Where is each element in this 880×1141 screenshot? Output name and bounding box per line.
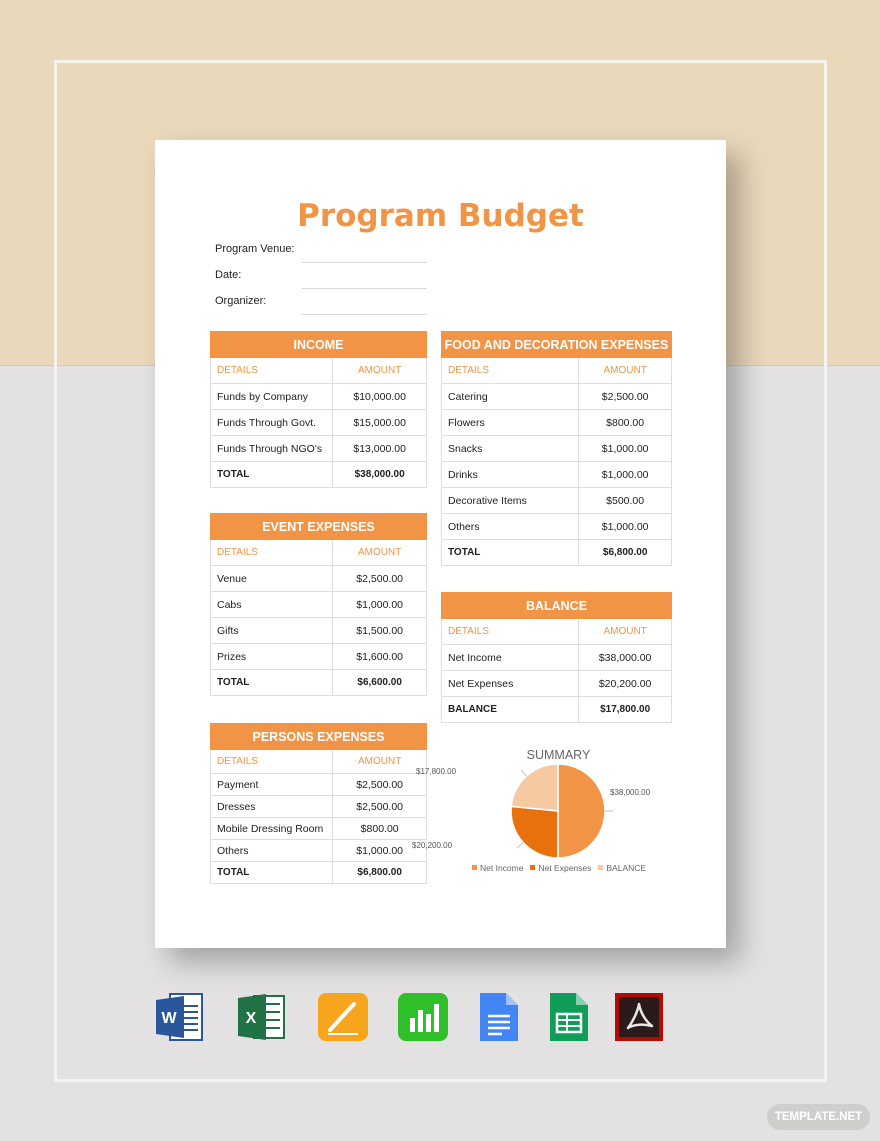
row-amount: $10,000.00 [333,384,427,410]
event-expenses-table [210,513,427,696]
legend-label: Net Expenses [538,863,592,873]
table-row [442,462,672,488]
row-detail: Snacks [442,436,579,462]
legend-item [472,863,523,873]
row-detail: Net Expenses [442,671,579,697]
acrobat-icon[interactable] [614,992,664,1042]
table-row [211,384,427,410]
row-detail: Flowers [442,410,579,436]
row-amount: $38,000.00 [579,645,672,671]
row-detail: Mobile Dressing Room [211,818,333,840]
table-row [442,410,672,436]
row-detail: Net Income [442,645,579,671]
table-row [442,384,672,410]
total-amount: $38,000.00 [333,462,427,488]
table-row [442,488,672,514]
row-amount: $800.00 [333,818,427,840]
row-detail: Dresses [211,796,333,818]
row-detail: Venue [211,566,333,592]
row-amount: $2,500.00 [333,566,427,592]
row-detail: Prizes [211,644,333,670]
date-field[interactable] [302,288,427,289]
row-amount: $500.00 [579,488,672,514]
legend-label: Net Income [480,863,524,873]
row-detail: Decorative Items [442,488,579,514]
details-column-header: DETAILS [211,750,333,774]
data-label: $38,000.00 [610,788,651,797]
organizer-label: Organizer: [215,295,267,307]
google-sheets-icon[interactable] [544,992,594,1042]
details-column-header: DETAILS [211,540,333,566]
row-detail: Funds Through NGO's [211,436,333,462]
amount-column-header: AMOUNT [333,750,427,774]
row-detail: Others [442,514,579,540]
amount-column-header: AMOUNT [333,358,427,384]
details-column-header: DETAILS [442,619,579,645]
template-net-watermark: TEMPLATE.NET [767,1104,870,1130]
table-row [211,592,427,618]
row-detail: Catering [442,384,579,410]
total-row [442,697,672,723]
data-label: $20,200.00 [412,841,453,850]
date-label: Date: [215,269,242,281]
pie-slice-net-expenses [511,806,558,858]
row-amount: $2,500.00 [333,774,427,796]
excel-icon[interactable] [236,992,286,1042]
legend-swatch [472,865,477,870]
table-row [211,796,427,818]
total-amount: $6,800.00 [579,540,672,566]
legend-label: BALANCE [606,863,647,873]
page-title: Program Budget [297,198,584,234]
row-amount: $1,000.00 [333,592,427,618]
row-amount: $1,600.00 [333,644,427,670]
total-label: TOTAL [211,670,333,696]
program-venue-label: Program Venue: [215,243,295,255]
table-row [442,436,672,462]
legend-swatch [530,865,535,870]
row-amount: $1,000.00 [579,514,672,540]
google-docs-icon[interactable] [474,992,524,1042]
summary-chart [412,738,700,888]
persons-expenses-header: PERSONS EXPENSES [211,724,427,750]
total-amount: $17,800.00 [579,697,672,723]
app-icons-row [154,992,674,1044]
pie-slice-balance [511,764,558,811]
word-letter: W [161,1010,177,1027]
leader-line [521,770,526,776]
row-amount: $1,500.00 [333,618,427,644]
table-row [211,410,427,436]
excel-letter: X [245,1010,257,1027]
data-label: $17,800.00 [416,767,457,776]
leader-line [517,843,523,848]
total-row [211,862,427,884]
row-amount: $1,000.00 [333,840,427,862]
details-column-header: DETAILS [211,358,333,384]
table-row [442,645,672,671]
pages-icon[interactable] [318,992,368,1042]
numbers-icon[interactable] [398,992,448,1042]
total-label: BALANCE [442,697,579,723]
organizer-field[interactable] [302,314,427,315]
table-row [211,840,427,862]
income-header: INCOME [211,332,427,358]
amount-column-header: AMOUNT [333,540,427,566]
legend-swatch [598,865,603,870]
total-label: TOTAL [442,540,579,566]
row-amount: $15,000.00 [333,410,427,436]
food-decoration-table [441,331,672,566]
total-label: TOTAL [211,862,333,884]
row-amount: $2,500.00 [333,796,427,818]
total-row [211,462,427,488]
event-expenses-header: EVENT EXPENSES [211,514,427,540]
pie-slice-net-income [558,764,605,858]
total-amount: $6,800.00 [333,862,427,884]
row-detail: Drinks [442,462,579,488]
row-detail: Cabs [211,592,333,618]
total-label: TOTAL [211,462,333,488]
row-detail: Payment [211,774,333,796]
document-page [155,140,726,948]
table-row [442,514,672,540]
program-venue-field[interactable] [302,262,427,263]
row-detail: Funds Through Govt. [211,410,333,436]
total-amount: $6,600.00 [333,670,427,696]
total-row [211,670,427,696]
chart-legend [472,863,653,873]
row-amount: $1,000.00 [579,436,672,462]
row-amount: $1,000.00 [579,462,672,488]
row-amount: $800.00 [579,410,672,436]
row-amount: $13,000.00 [333,436,427,462]
table-row [211,644,427,670]
table-row [211,618,427,644]
table-row [211,566,427,592]
row-amount: $2,500.00 [579,384,672,410]
chart-title: SUMMARY [526,748,591,762]
balance-header: BALANCE [442,593,672,619]
income-table [210,331,427,488]
row-detail: Others [211,840,333,862]
amount-column-header: AMOUNT [579,619,672,645]
row-detail: Gifts [211,618,333,644]
table-row [211,436,427,462]
total-row [442,540,672,566]
details-column-header: DETAILS [442,358,579,384]
amount-column-header: AMOUNT [579,358,672,384]
table-row [442,671,672,697]
legend-item [598,863,646,873]
row-amount: $20,200.00 [579,671,672,697]
legend-item [530,863,591,873]
row-detail: Funds by Company [211,384,333,410]
balance-table [441,592,672,723]
persons-expenses-table [210,723,427,884]
table-row [211,818,427,840]
word-icon[interactable] [154,992,204,1042]
food-decoration-header: FOOD AND DECORATION EXPENSES [442,332,672,358]
table-row [211,774,427,796]
